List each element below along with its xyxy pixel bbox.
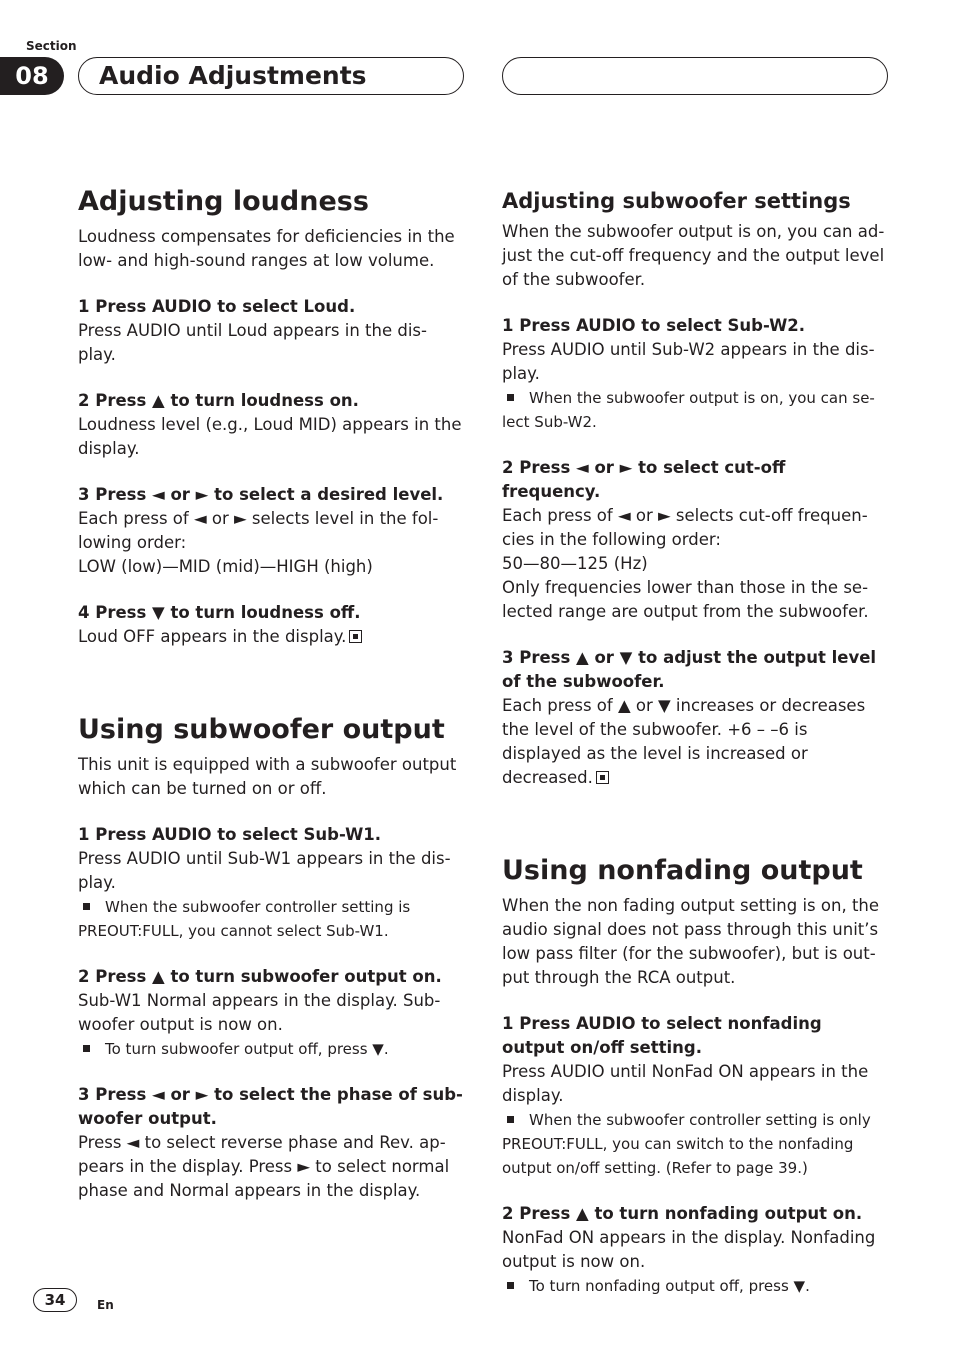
subwoofer-step-1-body: Press AUDIO until Sub-W1 appears in the dis-play. [78,849,451,892]
subwoofer-step-3-body: Press ◄ to select reverse phase and Rev. ap-pears in the display. Press ► to select normal phase and Normal appears in the display. [78,1133,450,1200]
subwoofer-settings-intro: When the subwoofer output is on, you can ad-just the cut-off frequency and the output level of the subwoofer. [502,222,885,289]
subwoofer-step-1-title: 1 Press AUDIO to select Sub-W1. [78,825,382,844]
chapter-title: Audio Adjustments [99,61,367,90]
cutoff-frequency-order: 50—80—125 (Hz) [502,554,648,573]
loudness-step-1-body: Press AUDIO until Loud appears in the dis-play. [78,321,427,364]
left-column [78,183,464,1203]
loudness-step-2-body: Loudness level (e.g., Loud MID) appears in the display. [78,415,462,458]
nonfading-step-2-note-text: To turn nonfading output off, press ▼. [529,1277,810,1295]
loudness-step-4-line [78,625,464,649]
settings-step-2-title: 2 Press ◄ or ► to select cut-off frequency. [502,458,786,501]
right-column [502,183,888,1298]
loudness-level-order: LOW (low)—MID (mid)—HIGH (high) [78,557,373,576]
loudness-intro: Loudness compensates for deficiencies in the low- and high-sound ranges at low volume. [78,227,455,270]
loudness-step-4-title: 4 Press ▼ to turn loudness off. [78,603,361,622]
loudness-step-2-title: 2 Press ▲ to turn loudness on. [78,391,359,410]
end-of-section-icon [596,771,609,784]
settings-step-1-note-text: When the subwoofer output is on, you can se-lect Sub-W2. [502,389,875,431]
settings-step-1-title: 1 Press AUDIO to select Sub-W2. [502,316,806,335]
settings-step-3-title: 3 Press ▲ or ▼ to adjust the output level of the subwoofer. [502,648,877,691]
language-code: En [97,1298,114,1312]
subwoofer-step-2-body: Sub-W1 Normal appears in the display. Sub-woofer output is now on. [78,991,441,1034]
heading-using-nonfading-output: Using nonfading output [502,855,863,886]
note-bullet-icon [507,394,514,401]
section-gap [502,790,888,852]
subwoofer-step-2-title: 2 Press ▲ to turn subwoofer output on. [78,967,442,986]
loudness-step-1-title: 1 Press AUDIO to select Loud. [78,297,356,316]
settings-step-1-body: Press AUDIO until Sub-W2 appears in the dis-play. [502,340,875,383]
loudness-step-3-body: Each press of ◄ or ► selects level in the fol-lowing order: [78,509,439,552]
settings-step-2-body-2: Only frequencies lower than those in the se-lected range are output from the subwoofer. [502,578,869,621]
subwoofer-step-1-note-text: When the subwoofer controller setting is PREOUT:FULL, you cannot select Sub-W1. [78,898,411,940]
heading-adjusting-loudness: Adjusting loudness [78,186,369,217]
settings-step-2-body: Each press of ◄ or ► selects cut-off frequen-cies in the following order: [502,506,868,549]
note-bullet-icon [83,1045,90,1052]
nonfading-intro: When the non fading output setting is on, the audio signal does not pass through this unit’s low pass filter (for the subwoofer), but is out-put through the RCA output. [502,896,880,987]
section-gap [78,649,464,711]
heading-adjusting-subwoofer-settings: Adjusting subwoofer settings [502,189,851,213]
loudness-step-3-title: 3 Press ◄ or ► to select a desired level. [78,485,444,504]
note-bullet-icon [507,1116,514,1123]
settings-step-3-line [502,694,888,790]
heading-using-subwoofer-output: Using subwoofer output [78,714,445,745]
nonfading-step-1-title: 1 Press AUDIO to select nonfading output on/off setting. [502,1014,822,1057]
subwoofer-step-2-note [78,1037,464,1061]
subwoofer-output-intro: This unit is equipped with a subwoofer output which can be turned on or off. [78,755,457,798]
settings-step-3-body: Each press of ▲ or ▼ increases or decreases the level of the subwoofer. +6 – –6 is displayed as the level is increased or decreased. [502,696,866,787]
page-number: 34 [33,1288,77,1312]
header-empty-frame [502,57,888,95]
subwoofer-step-1-note [78,895,464,943]
nonfading-step-1-body: Press AUDIO until NonFad ON appears in the display. [502,1062,869,1105]
note-bullet-icon [507,1282,514,1289]
settings-step-1-note [502,386,888,434]
end-of-section-icon [349,630,362,643]
section-number-badge: 08 [0,57,64,95]
subwoofer-step-2-note-text: To turn subwoofer output off, press ▼. [105,1040,389,1058]
loudness-step-4-body: Loud OFF appears in the display. [78,627,347,646]
nonfading-step-2-note [502,1274,888,1298]
nonfading-step-1-note [502,1108,888,1180]
chapter-title-frame [78,57,464,95]
note-bullet-icon [83,903,90,910]
nonfading-step-1-note-text: When the subwoofer controller setting is only PREOUT:FULL, you can switch to the nonfading output on/off setting. (Refer to page 39.) [502,1111,871,1177]
nonfading-step-2-body: NonFad ON appears in the display. Nonfading output is now on. [502,1228,876,1271]
nonfading-step-2-title: 2 Press ▲ to turn nonfading output on. [502,1204,863,1223]
section-label: Section [26,39,77,53]
subwoofer-step-3-title: 3 Press ◄ or ► to select the phase of sub-woofer output. [78,1085,463,1128]
